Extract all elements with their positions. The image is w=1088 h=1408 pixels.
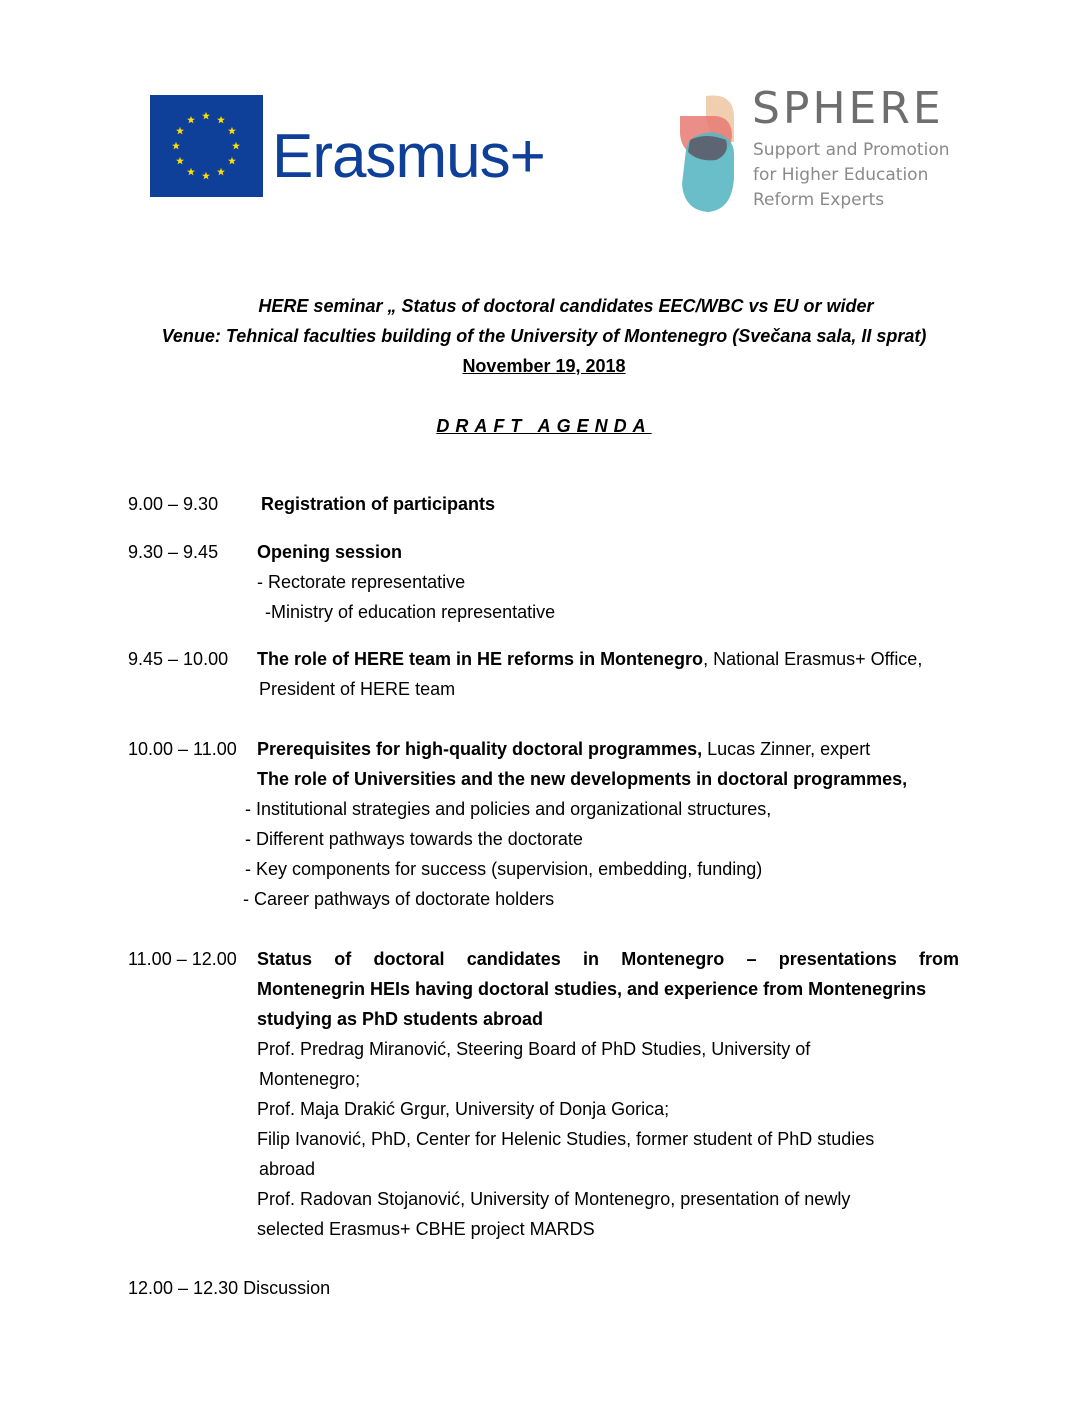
agenda-title: Registration of participants bbox=[261, 494, 496, 514]
agenda-speaker: selected Erasmus+ CBHE project MARDS bbox=[257, 1219, 595, 1239]
agenda-title: Discussion bbox=[243, 1278, 331, 1298]
eu-star-icon bbox=[187, 116, 195, 124]
agenda-subtitle: The role of Universities and the new developments in doctoral programmes, bbox=[257, 769, 908, 789]
eu-star-icon bbox=[217, 168, 225, 176]
eu-star-icon bbox=[202, 172, 210, 180]
agenda-speaker: President of HERE team bbox=[259, 679, 456, 699]
agenda-time: 10.00 – 11.00 bbox=[128, 739, 237, 759]
agenda-entry bbox=[257, 739, 870, 761]
agenda-bullet: - Institutional strategies and policies and organizational structures, bbox=[245, 799, 772, 819]
agenda-title: Status of doctoral candidates in Montenegro – presentations from bbox=[257, 949, 959, 969]
eu-star-icon bbox=[202, 112, 210, 120]
agenda-time: 11.00 – 12.00 bbox=[128, 949, 237, 969]
sphere-logo-title: SPHERE bbox=[752, 83, 944, 134]
seminar-title: HERE seminar „ Status of doctoral candidates EEC/WBC vs EU or wider bbox=[258, 296, 874, 316]
agenda-bullet: - Key components for success (supervision, embedding, funding) bbox=[245, 859, 763, 879]
agenda-subitem: -Ministry of education representative bbox=[265, 602, 556, 622]
eu-star-icon bbox=[172, 142, 180, 150]
sphere-logo-icon bbox=[676, 88, 746, 218]
agenda-speaker: Prof. Maja Drakić Grgur, University of Donja Gorica; bbox=[257, 1099, 670, 1119]
agenda-bullet: - Different pathways towards the doctorate bbox=[245, 829, 583, 849]
agenda-speaker: abroad bbox=[259, 1159, 316, 1179]
sphere-subtitle-line: Reform Experts bbox=[753, 190, 885, 210]
agenda-time: 12.00 – 12.30 bbox=[128, 1278, 239, 1298]
agenda-speaker: Prof. Radovan Stojanović, University of Montenegro, presentation of newly bbox=[257, 1189, 851, 1209]
eu-flag-logo bbox=[150, 95, 263, 197]
draft-agenda-heading: DRAFT AGENDA bbox=[436, 416, 652, 436]
eu-star-icon bbox=[228, 127, 236, 135]
eu-star-icon bbox=[176, 127, 184, 135]
eu-stars-icon bbox=[150, 95, 263, 197]
agenda-title: Montenegrin HEIs having doctoral studies, and experience from Montenegrins bbox=[257, 979, 927, 999]
sphere-subtitle-line: for Higher Education bbox=[753, 165, 929, 185]
eu-star-icon bbox=[187, 168, 195, 176]
agenda-title: The role of HERE team in HE reforms in Montenegro bbox=[257, 649, 704, 669]
agenda-subitem: - Rectorate representative bbox=[257, 572, 466, 592]
eu-star-icon bbox=[232, 142, 240, 150]
eu-star-icon bbox=[176, 157, 184, 165]
eu-star-icon bbox=[228, 157, 236, 165]
agenda-speaker: Lucas Zinner, expert bbox=[702, 739, 871, 759]
agenda-time: 9.30 – 9.45 bbox=[128, 542, 219, 562]
agenda-title: Prerequisites for high-quality doctoral programmes, bbox=[257, 739, 703, 759]
agenda-entry bbox=[257, 649, 922, 671]
agenda-speaker: Montenegro; bbox=[259, 1069, 361, 1089]
agenda-speaker: , National Erasmus+ Office, bbox=[703, 649, 923, 669]
agenda-speaker: Prof. Predrag Miranović, Steering Board of PhD Studies, University of bbox=[257, 1039, 811, 1059]
venue-line: Venue: Tehnical faculties building of the University of Montenegro (Svečana sala, II sprat) bbox=[161, 326, 927, 346]
agenda-title: Opening session bbox=[257, 542, 403, 562]
sphere-subtitle-line: Support and Promotion bbox=[753, 140, 950, 160]
agenda-title: studying as PhD students abroad bbox=[257, 1009, 544, 1029]
agenda-speaker: Filip Ivanović, PhD, Center for Helenic Studies, former student of PhD studies bbox=[257, 1129, 875, 1149]
agenda-entry bbox=[128, 1278, 330, 1300]
eu-star-icon bbox=[217, 116, 225, 124]
seminar-date: November 19, 2018 bbox=[462, 356, 626, 376]
erasmus-logo-text: Erasmus+ bbox=[272, 122, 545, 191]
agenda-bullet: - Career pathways of doctorate holders bbox=[243, 889, 555, 909]
agenda-time: 9.45 – 10.00 bbox=[128, 649, 229, 669]
agenda-time: 9.00 – 9.30 bbox=[128, 494, 219, 514]
